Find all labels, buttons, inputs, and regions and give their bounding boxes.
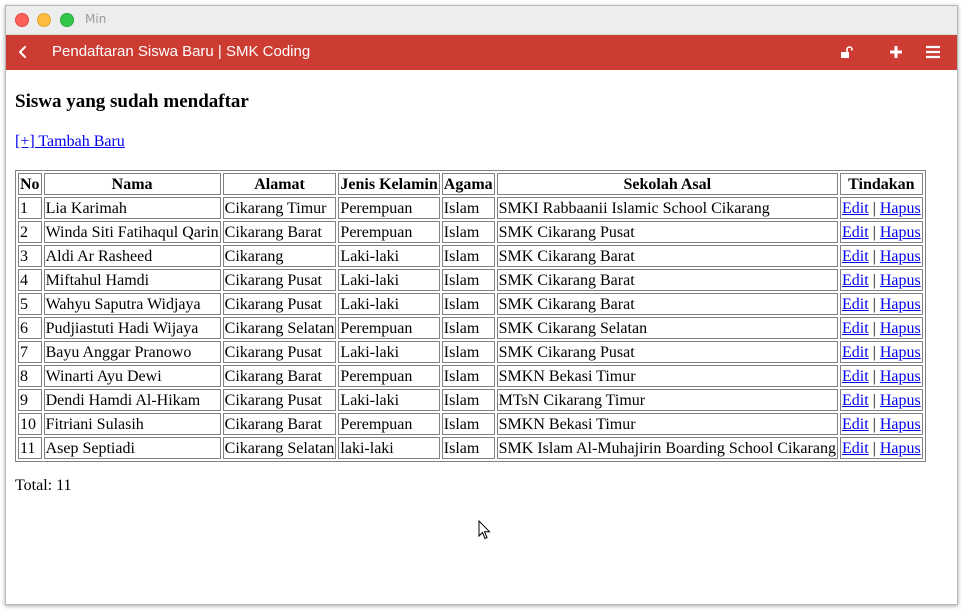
total-count: Total: 11 [15,477,72,494]
action-separator: | [872,295,876,313]
unlock-icon[interactable] [838,44,854,60]
cell-sekolah-asal: SMKN Bekasi Timur [497,365,838,387]
cell-nama: Fitriani Sulasih [44,413,221,435]
cell-jenis-kelamin: Laki-laki [338,389,439,411]
delete-link[interactable]: Hapus [879,391,921,409]
cell-agama: Islam [442,413,495,435]
cell-tindakan [840,413,923,435]
cell-jenis-kelamin: Perempuan [338,413,439,435]
cell-tindakan [840,293,923,315]
action-separator: | [872,367,876,385]
delete-link[interactable]: Hapus [879,367,921,385]
edit-link[interactable]: Edit [841,271,869,289]
table-body [18,197,923,459]
action-separator: | [872,439,876,457]
cell-sekolah-asal: SMK Cikarang Selatan [497,317,838,339]
cell-nama: Winda Siti Fatihaqul Qarin [44,221,221,243]
col-header-tindakan: Tindakan [840,173,923,195]
cell-alamat: Cikarang Selatan [223,317,337,339]
hamburger-menu-icon[interactable] [925,44,941,60]
cell-alamat: Cikarang Pusat [223,293,337,315]
edit-link[interactable]: Edit [841,343,869,361]
edit-link[interactable]: Edit [841,223,869,241]
delete-link[interactable]: Hapus [879,415,921,433]
cell-nama: Lia Karimah [44,197,221,219]
cell-alamat: Cikarang Barat [223,413,337,435]
table-row [18,365,923,387]
cell-sekolah-asal: SMK Cikarang Barat [497,245,838,267]
edit-link[interactable]: Edit [841,391,869,409]
action-separator: | [872,391,876,409]
edit-link[interactable]: Edit [841,295,869,313]
cell-jenis-kelamin: Laki-laki [338,293,439,315]
app-toolbar [6,35,957,70]
cell-jenis-kelamin: Perempuan [338,221,439,243]
delete-link[interactable]: Hapus [879,199,921,217]
cell-nama: Pudjiastuti Hadi Wijaya [44,317,221,339]
cell-agama: Islam [442,269,495,291]
table-row [18,317,923,339]
cell-nama: Bayu Anggar Pranowo [44,341,221,363]
cell-alamat: Cikarang Selatan [223,437,337,459]
cell-nama: Winarti Ayu Dewi [44,365,221,387]
edit-link[interactable]: Edit [841,319,869,337]
action-separator: | [872,199,876,217]
cell-sekolah-asal: SMKN Bekasi Timur [497,413,838,435]
cell-tindakan [840,245,923,267]
delete-link[interactable]: Hapus [879,319,921,337]
cell-tindakan [840,317,923,339]
add-new-link[interactable]: [+] Tambah Baru [15,133,125,150]
cell-jenis-kelamin: Laki-laki [338,341,439,363]
delete-link[interactable]: Hapus [879,247,921,265]
cell-agama: Islam [442,365,495,387]
cell-tindakan [840,437,923,459]
cell-sekolah-asal: SMK Cikarang Barat [497,269,838,291]
window-maximize-button[interactable] [60,13,74,27]
cell-no: 10 [18,413,42,435]
cell-agama: Islam [442,197,495,219]
cell-sekolah-asal: SMK Cikarang Pusat [497,341,838,363]
cell-jenis-kelamin: Perempuan [338,365,439,387]
students-table [15,170,926,462]
table-row [18,293,923,315]
window-minimize-button[interactable] [37,13,51,27]
cell-no: 9 [18,389,42,411]
table-row [18,245,923,267]
table-row [18,341,923,363]
cell-tindakan [840,221,923,243]
delete-link[interactable]: Hapus [879,439,921,457]
cell-sekolah-asal: MTsN Cikarang Timur [497,389,838,411]
cell-tindakan [840,341,923,363]
cell-agama: Islam [442,245,495,267]
cell-alamat: Cikarang Timur [223,197,337,219]
cell-alamat: Cikarang Pusat [223,269,337,291]
cell-no: 6 [18,317,42,339]
cell-sekolah-asal: SMK Islam Al-Muhajirin Boarding School Cikarang [497,437,838,459]
cell-alamat: Cikarang Barat [223,221,337,243]
cell-alamat: Cikarang Pusat [223,341,337,363]
cell-no: 1 [18,197,42,219]
browser-window [5,5,958,605]
table-row [18,269,923,291]
cell-no: 7 [18,341,42,363]
action-separator: | [872,415,876,433]
cell-no: 4 [18,269,42,291]
edit-link[interactable]: Edit [841,367,869,385]
cell-tindakan [840,197,923,219]
cell-no: 11 [18,437,42,459]
cell-sekolah-asal: SMK Cikarang Barat [497,293,838,315]
action-separator: | [872,343,876,361]
cell-nama: Dendi Hamdi Al-Hikam [44,389,221,411]
cell-agama: Islam [442,341,495,363]
col-header-nama: Nama [44,173,221,195]
action-separator: | [872,247,876,265]
cell-agama: Islam [442,437,495,459]
cell-alamat: Cikarang Barat [223,365,337,387]
col-header-no: No [18,173,42,195]
cell-no: 2 [18,221,42,243]
action-separator: | [872,271,876,289]
table-row [18,413,923,435]
window-titlebar [6,6,957,35]
mouse-cursor-icon [478,520,492,540]
cell-agama: Islam [442,317,495,339]
edit-link[interactable]: Edit [841,247,869,265]
edit-link[interactable]: Edit [841,199,869,217]
cell-no: 5 [18,293,42,315]
cell-no: 3 [18,245,42,267]
col-header-jenis-kelamin: Jenis Kelamin [338,173,439,195]
col-header-sekolah-asal: Sekolah Asal [497,173,838,195]
app-title: Pendaftaran Siswa Baru | SMK Coding [52,43,311,60]
cell-jenis-kelamin: Perempuan [338,317,439,339]
table-row [18,437,923,459]
cell-nama: Aldi Ar Rasheed [44,245,221,267]
cell-alamat: Cikarang Pusat [223,389,337,411]
cell-agama: Islam [442,293,495,315]
col-header-alamat: Alamat [223,173,337,195]
cell-tindakan [840,389,923,411]
cell-sekolah-asal: SMKI Rabbaanii Islamic School Cikarang [497,197,838,219]
cell-tindakan [840,269,923,291]
page-heading: Siswa yang sudah mendaftar [15,91,249,112]
cell-nama: Asep Septiadi [44,437,221,459]
table-row [18,221,923,243]
cell-jenis-kelamin: Perempuan [338,197,439,219]
cell-tindakan [840,365,923,387]
cell-agama: Islam [442,389,495,411]
cell-jenis-kelamin: Laki-laki [338,269,439,291]
table-row [18,197,923,219]
table-header-row [18,173,923,195]
action-separator: | [872,223,876,241]
delete-link[interactable]: Hapus [879,271,921,289]
cell-nama: Wahyu Saputra Widjaya [44,293,221,315]
cell-nama: Miftahul Hamdi [44,269,221,291]
plus-icon[interactable] [888,44,904,60]
window-close-button[interactable] [15,13,29,27]
edit-link[interactable]: Edit [841,415,869,433]
col-header-agama: Agama [442,173,495,195]
edit-link[interactable]: Edit [841,439,869,457]
cell-jenis-kelamin: laki-laki [338,437,439,459]
cell-jenis-kelamin: Laki-laki [338,245,439,267]
delete-link[interactable]: Hapus [879,343,921,361]
table-row [18,389,923,411]
cell-no: 8 [18,365,42,387]
window-title: Min [85,12,107,26]
delete-link[interactable]: Hapus [879,223,921,241]
delete-link[interactable]: Hapus [879,295,921,313]
cell-agama: Islam [442,221,495,243]
action-separator: | [872,319,876,337]
back-arrow-icon[interactable] [15,44,31,60]
cell-alamat: Cikarang [223,245,337,267]
cell-sekolah-asal: SMK Cikarang Pusat [497,221,838,243]
